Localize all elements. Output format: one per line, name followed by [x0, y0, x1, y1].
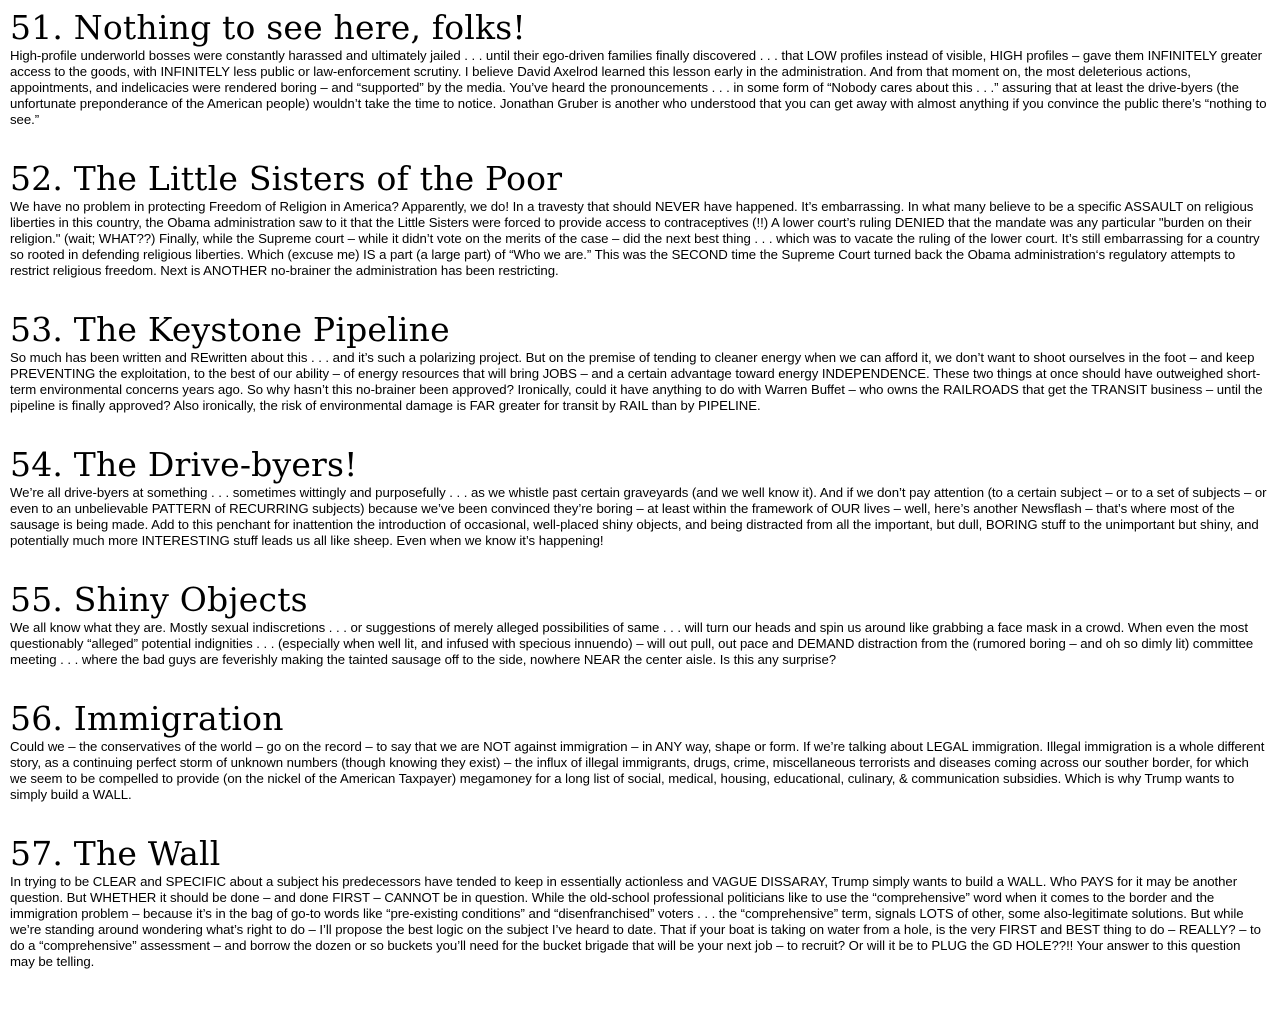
section-body: High-profile underworld bosses were constantly harassed and ultimately jailed . . . until their ego-driven families finally discovered . . . that LOW profiles instead of visible, HIGH profiles – gave them INFINITELY greater access to the goods, with INFINITELY less public or law-enforcement scrutiny. I believe David Axelrod learned this lesson early in the administration. And from that moment on, the most deleterious actions, appointments, and indelicacies were rendered boring – and “supported” by the media. You’ve heard the pronouncements . . . in some form of “Nobody cares about this . . .” assuring that at least the drive-byers (the unfortunate preponderance of the American people) wouldn’t take the time to notice. Jonathan Gruber is another who understood that you can get away with almost anything if you convince the public there’s “nothing to see.” — [10, 48, 1267, 127]
section-56 — [10, 699, 1268, 803]
section-body: So much has been written and REwritten about this . . . and it’s such a polarizing project. But on the premise of tending to cleaner energy when we can afford it, we don’t want to shoot ourselves in the foot – and keep PREVENTING the exploitation, to the best of our ability – of energy resources that will bring JOBS – and a certain advantage toward energy INDEPENDENCE. These two things at once should have outweighed short-term environmental concerns years ago. So why hasn’t this no-brainer been approved? Ironically, could it have anything to do with Warren Buffet – who owns the RAILROADS that get the TRANSIT business – until the pipeline is finally approved? Also ironically, the risk of environmental damage is FAR greater for transit by RAIL than by PIPELINE. — [10, 350, 1263, 413]
section-heading: 54. The Drive-byers! — [10, 445, 358, 484]
section-heading: 52. The Little Sisters of the Poor — [10, 159, 563, 198]
section-52 — [10, 159, 1268, 279]
section-55 — [10, 580, 1268, 668]
section-heading: 51. Nothing to see here, folks! — [10, 8, 526, 47]
document-page — [10, 8, 1268, 970]
section-heading: 55. Shiny Objects — [10, 580, 308, 619]
section-57 — [10, 834, 1268, 970]
section-51 — [10, 8, 1268, 128]
section-53 — [10, 310, 1268, 414]
section-body: Could we – the conservatives of the world – go on the record – to say that we are NOT against immigration – in ANY way, shape or form. If we’re talking about LEGAL immigration. Illegal immigration is a whole different story, as a continuing perfect storm of unknown numbers (though knowing they exist) – the influx of illegal immigrants, drugs, crime, miscellaneous terrorists and diseases coming across our souther border, for which we seem to be compelled to provide (on the nickel of the American Taxpayer) megamoney for a long list of social, medical, housing, educational, culinary, & communication subsidies. Which is why Trump wants to simply build a WALL. — [10, 739, 1265, 802]
section-body: We all know what they are. Mostly sexual indiscretions . . . or suggestions of merely alleged possibilities of same . . . will turn our heads and spin us around like grabbing a face mask in a crowd. When even the most questionably “alleged” potential indignities . . . (especially when well lit, and infused with specious innuendo) – will out pull, out pace and DEMAND distraction from the (rumored boring – and oh so dimly lit) committee meeting . . . where the bad guys are feverishly making the tainted sausage off to the side, nowhere NEAR the center aisle. Is this any surprise? — [10, 620, 1254, 667]
section-body: We’re all drive-byers at something . . . sometimes wittingly and purposefully . . . as we whistle past certain graveyards (and we well know it). And if we don’t pay attention (to a certain subject – or to a set of subjects – or even to an unbelievable PATTERN of RECURRING subjects) because we’ve been convinced they’re boring – at least within the framework of OUR lives – well, here’s another Newsflash – that’s where most of the sausage is being made. Add to this penchant for inattention the introduction of occasional, well-placed shiny objects, and being distracted from all the important, but dull, BORING stuff to the unimportant but shiny, and potentially much more INTERESTING stuff leads us all like sheep. Even when we know it’s happening! — [10, 485, 1267, 548]
section-heading: 57. The Wall — [10, 834, 221, 873]
section-heading: 56. Immigration — [10, 699, 284, 738]
section-body: In trying to be CLEAR and SPECIFIC about a subject his predecessors have tended to keep in essentially actionless and VAGUE DISSARAY, Trump simply wants to build a WALL. Who PAYS for it may be another question. But WHETHER it should be done – and done FIRST – CANNOT be in question. While the old-school professional politicians like to use the “comprehensive” word when it comes to the border and the immigration problem – because it’s in the bag of go-to words like “pre-existing conditions” and “disenfranchised” voters . . . the “comprehensive” term, signals LOTS of other, some also-legitimate solutions. But while we’re standing around wondering what’s right to do – I’ll propose the best logic on the subject I’ve heard to date. That if your boat is taking on water from a hole, is the very FIRST and BEST thing to do – REALLY? – to do a “comprehensive” assessment – and borrow the dozen or so buckets you’ll need for the bucket brigade that will be your next job – to recruit? Or will it be to PLUG the GD HOLE??!! Your answer to this question may be telling. — [10, 874, 1261, 969]
section-heading: 53. The Keystone Pipeline — [10, 310, 450, 349]
section-54 — [10, 445, 1268, 549]
section-body: We have no problem in protecting Freedom of Religion in America? Apparently, we do! In a travesty that should NEVER have happened. It’s embarrassing. In what many believe to be a specific ASSAULT on religious liberties in this country, the Obama administration saw to it that the Little Sisters were forced to provide access to contraceptives (!!) A lower court’s ruling DENIED that the mandate was any particular "burden on their religion." (wait; WHAT??) Finally, while the Supreme court – while it didn’t vote on the merits of the case – did the next best thing . . . which was to vacate the ruling of the lower court. It’s still embarrassing for a country so rooted in defending religious liberties. Which (excuse me) IS a part (a large part) of “Who we are.” This was the SECOND time the Supreme Court turned back the Obama administration‘s regulatory attempts to restrict religious freedom. Next is ANOTHER no-brainer the administration has been restricting. — [10, 199, 1260, 278]
